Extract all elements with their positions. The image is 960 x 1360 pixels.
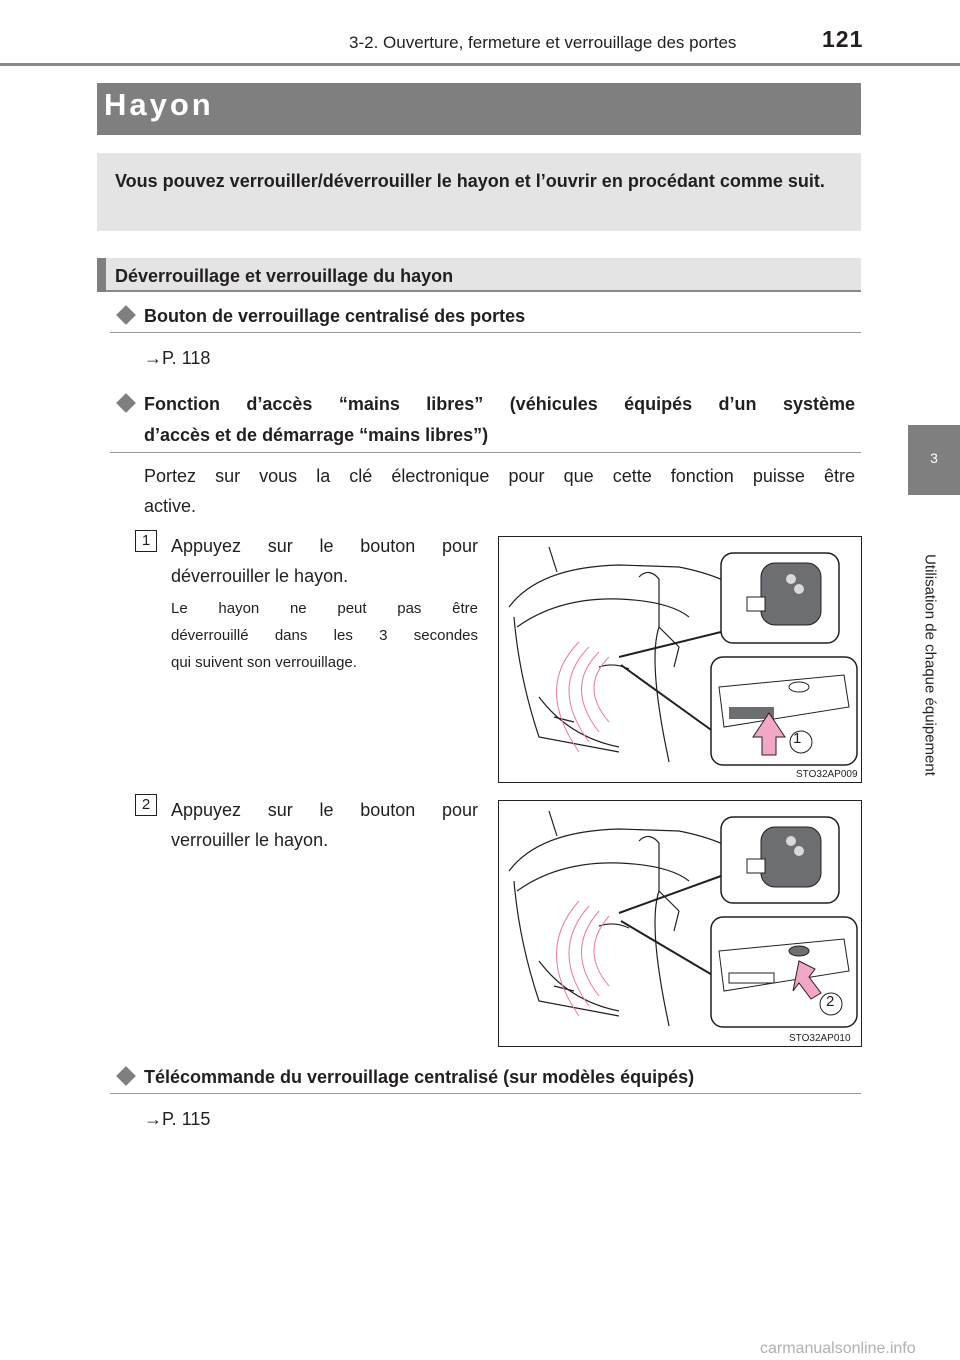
header-rule bbox=[0, 63, 960, 66]
item-heading-3: Télécommande du verrouillage centralisé (sur modèles équipés) bbox=[144, 1067, 695, 1087]
item-heading-2a: Fonction d’accès “mains libres” (véhicules équipés d’un système bbox=[144, 394, 855, 414]
figure-2-id: STO32AP010 bbox=[789, 1033, 851, 1044]
item-ref-1: →P. 118 bbox=[144, 348, 211, 368]
item-heading-1: Bouton de verrouillage centralisé des portes bbox=[144, 306, 526, 326]
step-1-note-b: déverrouillé dans les 3 secondes bbox=[171, 627, 478, 644]
watermark: carmanualsonline.info bbox=[760, 1340, 916, 1357]
item-rule-2 bbox=[110, 452, 861, 453]
item-heading-2b: d’accès et de démarrage “mains libres”) bbox=[144, 425, 489, 445]
item-body-2b: active. bbox=[144, 496, 197, 516]
figure-1-id: STO32AP009 bbox=[796, 769, 858, 780]
step-1-note-c: qui suivent son verrouillage. bbox=[171, 654, 357, 671]
step-1-text-b: déverrouiller le hayon. bbox=[171, 566, 349, 586]
unlock-illustration bbox=[499, 537, 861, 782]
page-title: Hayon bbox=[104, 87, 214, 122]
chapter-tab: 3 bbox=[908, 425, 960, 495]
step-2-text-b: verrouiller le hayon. bbox=[171, 830, 329, 850]
step-number-1: 1 bbox=[135, 530, 157, 552]
step-1-text-a: Appuyez sur le bouton pour bbox=[171, 536, 478, 556]
figure-lock-tailgate bbox=[498, 800, 862, 1047]
subsection-accent bbox=[97, 258, 106, 292]
chapter-label bbox=[900, 510, 960, 820]
item-rule-3 bbox=[110, 1093, 861, 1094]
chapter-label-text: Utilisation de chaque équipement bbox=[921, 554, 939, 776]
subsection-title: Déverrouillage et verrouillage du hayon bbox=[115, 266, 454, 286]
intro-text: Vous pouvez verrouiller/déverrouiller le hayon et l’ouvrir en procédant comme suit. bbox=[115, 171, 825, 191]
section-path: 3-2. Ouverture, fermeture et verrouillage des portes bbox=[349, 33, 737, 52]
diamond-bullet-icon bbox=[116, 393, 136, 413]
figure-1-callout: 1 bbox=[793, 730, 802, 747]
step-1-note-a: Le hayon ne peut pas être bbox=[171, 600, 478, 617]
item-rule-1 bbox=[110, 332, 861, 333]
step-number-2: 2 bbox=[135, 794, 157, 816]
lock-illustration bbox=[499, 801, 861, 1046]
figure-2-callout: 2 bbox=[826, 993, 835, 1010]
item-body-2a: Portez sur vous la clé électronique pour que cette fonction puisse être bbox=[144, 466, 855, 486]
step-2-text-a: Appuyez sur le bouton pour bbox=[171, 800, 478, 820]
page-number: 121 bbox=[822, 26, 864, 52]
item-ref-3: →P. 115 bbox=[144, 1109, 211, 1129]
figure-unlock-tailgate bbox=[498, 536, 862, 783]
diamond-bullet-icon bbox=[116, 305, 136, 325]
diamond-bullet-icon bbox=[116, 1066, 136, 1086]
